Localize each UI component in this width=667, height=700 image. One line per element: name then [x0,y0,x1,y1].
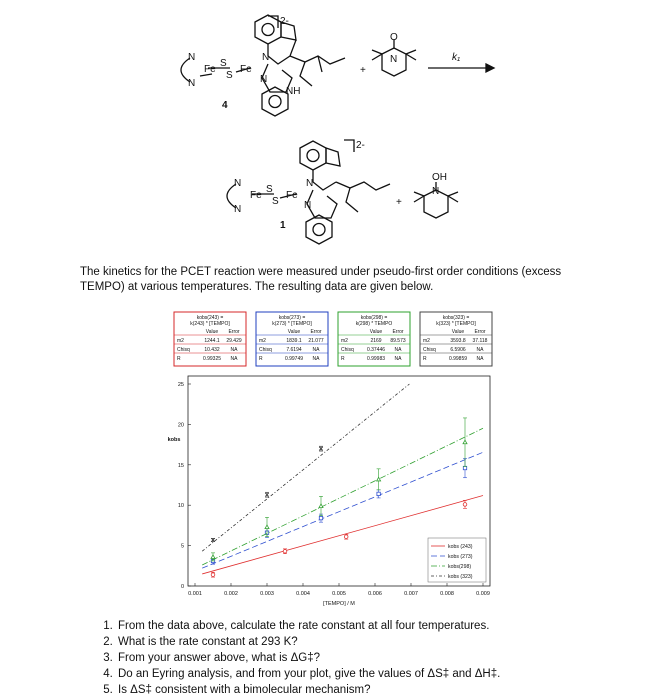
fe-label: Fe [240,64,252,75]
fit-table [338,312,410,366]
n-label: N [188,78,196,89]
s-label: S [272,196,279,207]
benzene-ring [255,15,281,44]
question-item: 1. From the data above, calculate the rate constant at all four temperatures. [116,618,500,634]
fit-table-cell: m2 [341,338,348,344]
fit-table-cell: 0.99749 [284,356,304,362]
n-label: N [262,52,270,63]
fit-table-cell: m2 [177,338,184,344]
fit-table-cell: 21.077 [308,338,324,344]
s-label: S [266,184,273,195]
fit-table-header: Value [369,329,383,335]
fit-table-subtitle: k(323) * [TEMPO] [436,321,476,327]
fit-table-cell: 10.432 [204,347,220,353]
n-label: N [390,54,398,65]
fit-table-title: kobs(243) = [196,315,224,321]
fe-label: Fe [250,190,262,201]
question-item: 3. From your answer above, what is ΔG‡? [116,650,500,666]
rate-constant-label: k₁ [452,52,461,63]
fit-table-cell: Chisq [177,347,190,353]
fit-table-cell: 1839.1 [286,338,302,344]
fit-table-cell: 89.573 [390,338,406,344]
legend-label: kobs (273) [448,554,473,560]
data-point [211,573,215,577]
fit-table-cell: 0.99859 [448,356,468,362]
y-tick-label: 25 [177,382,184,388]
fit-table-cell: NA [312,356,320,362]
s-label: S [226,70,233,81]
charge-label: 2- [356,140,365,151]
fit-table-cell: Chisq [341,347,354,353]
fit-table-header: Value [287,329,301,335]
legend-label: kobs(298) [448,564,472,570]
y-axis-label: kobs [168,437,181,443]
fit-table-header: Value [451,329,465,335]
fit-table-cell: m2 [423,338,430,344]
fit-table-cell: 1244.1 [204,338,220,344]
fit-table-title: kobs(298) = [360,315,388,321]
fit-table-cell: NA [230,347,238,353]
fit-table-cell: 2169 [370,338,382,344]
data-point [463,466,466,469]
data-point [344,535,348,539]
fit-table-subtitle: k(298) * TEMPO [355,321,393,327]
fit-table-cell: 0.99325 [202,356,222,362]
fit-table-header: Error [392,329,404,335]
charge-label: 2- [280,16,289,27]
legend-label: kobs (323) [448,574,473,580]
fit-table-header: Value [205,329,219,335]
fit-table-header: Error [228,329,240,335]
legend-label: kobs (243) [448,544,473,550]
data-point [319,516,322,519]
n-label: N [432,186,440,197]
fit-table-cell: R [259,356,263,362]
n-label: N [306,178,314,189]
fit-table-cell: R [423,356,427,362]
data-point [463,503,467,507]
fit-table-cell: NA [230,356,238,362]
question-list [96,618,500,698]
y-tick-label: 15 [177,462,184,469]
question-item: 2. What is the rate constant at 293 K? [116,634,500,650]
n-label: N [260,74,268,85]
fit-table [420,312,492,366]
fit-table-cell: R [177,356,181,362]
fit-table-cell: 0.99983 [366,356,386,362]
x-tick-label: 0.003 [260,591,274,597]
fit-table-header: Error [474,329,486,335]
fit-table-subtitle: k(273) * [TEMPO] [272,321,312,327]
kinetics-chart [168,310,498,610]
y-tick-label: 5 [180,543,184,550]
x-tick-label: 0.001 [188,591,202,597]
fit-table-cell: 7.6194 [286,347,302,353]
fit-table-cell: m2 [259,338,266,344]
y-tick-label: 10 [177,503,184,510]
fit-table-cell: Chisq [423,347,436,353]
plus-sign: + [360,65,366,76]
fe-label: Fe [204,64,216,75]
x-tick-label: 0.002 [224,591,238,597]
fit-table-cell: NA [312,347,320,353]
fit-table-cell: NA [476,347,484,353]
oh-label: OH [432,172,447,183]
n-label: N [304,200,312,211]
x-tick-label: 0.008 [440,591,454,597]
fit-table-cell: 37.118 [472,338,488,344]
fit-table-cell: NA [394,347,402,353]
fe-label: Fe [286,190,298,201]
x-axis-label: [TEMPO] / M [323,601,355,607]
fit-table-title: kobs(323) = [442,315,470,321]
fit-table [174,312,246,366]
question-item: 4. Do an Eyring analysis, and from your plot, give the values of ΔS‡ and ΔH‡. [116,666,500,682]
fit-table-cell: NA [476,356,484,362]
data-point [283,549,287,553]
fit-table-header: Error [310,329,322,335]
fit-table-cell: Chisq [259,347,272,353]
product-number: 1 [280,220,286,231]
fit-table-cell: 0.37446 [366,347,386,353]
reaction-scheme [0,0,667,260]
s-label: S [220,58,227,69]
fit-table-subtitle: k(243) * [TEMPO] [190,321,230,327]
x-tick-label: 0.005 [332,591,346,597]
o-label: O [390,32,398,43]
n-label: N [234,204,242,215]
question-item: 5. Is ΔS‡ consistent with a bimolecular mechanism? [116,682,500,698]
fit-table-title: kobs(273) = [278,315,306,321]
y-tick-label: 20 [177,422,184,429]
fit-table [256,312,328,366]
data-point [377,492,380,495]
x-tick-label: 0.007 [404,591,418,597]
fit-table-cell: R [341,356,345,362]
plus-sign: + [396,197,402,208]
fit-table-cell: 29.429 [226,338,242,344]
fit-table-cell: 6.5906 [450,347,466,353]
x-tick-label: 0.004 [296,591,310,597]
fit-table-cell: 3593.8 [450,338,466,344]
x-tick-label: 0.009 [476,591,490,597]
x-tick-label: 0.006 [368,591,382,597]
intro-paragraph: The kinetics for the PCET reaction were measured under pseudo-first order conditions (excess TEMPO) at various temperatures. The resulting data are given below. [80,266,562,293]
n-label: N [188,52,196,63]
y-tick-label: 0 [180,584,184,590]
nh-label: NH [286,86,301,97]
reactant-number: 4 [222,100,228,111]
fit-table-cell: NA [394,356,402,362]
n-label: N [234,178,242,189]
